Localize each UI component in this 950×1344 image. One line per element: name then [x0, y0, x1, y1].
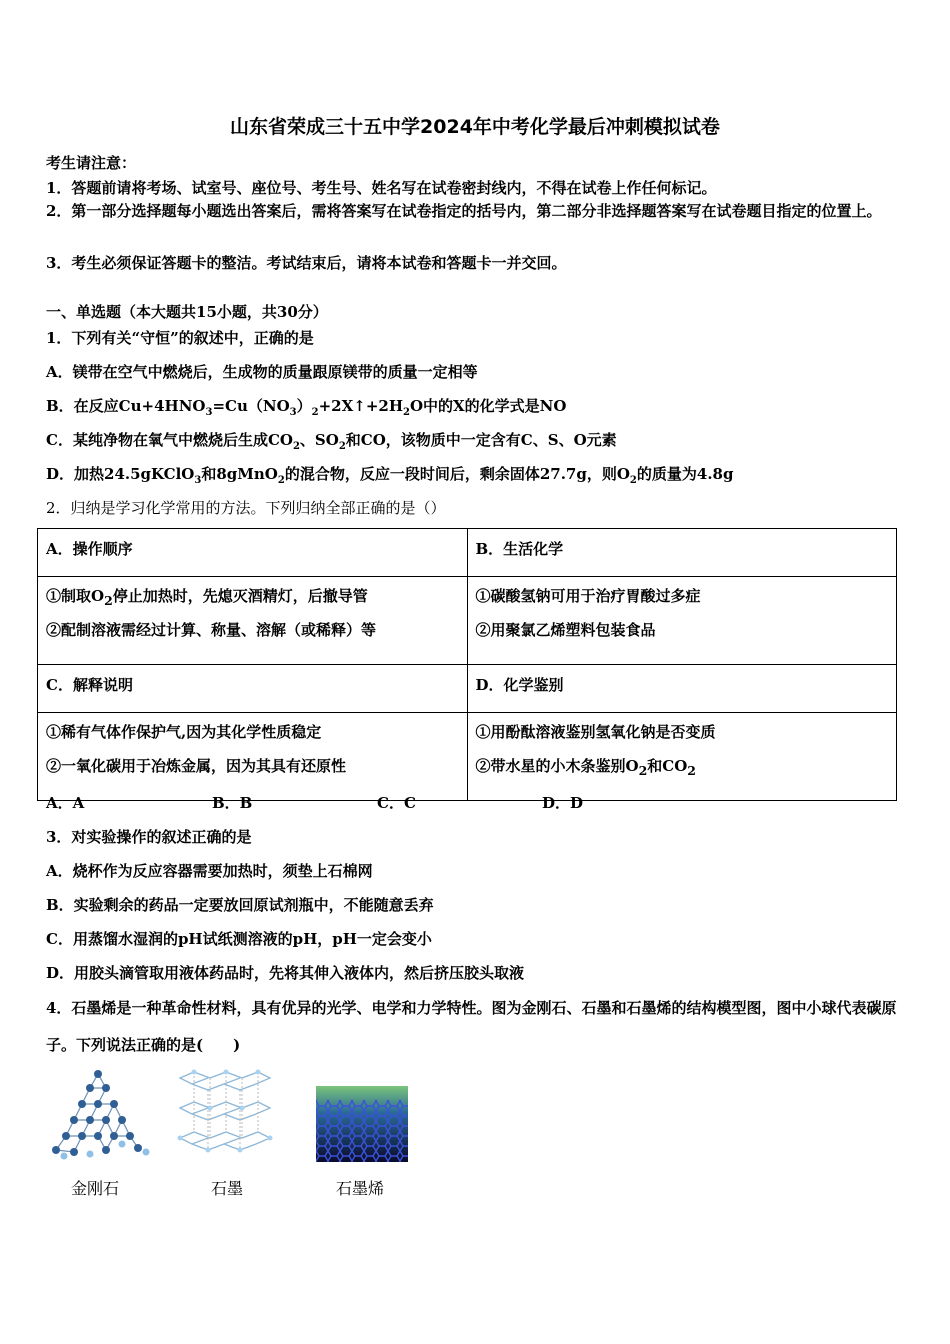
notice-heading: 考生请注意：: [46, 154, 137, 172]
q2-stem: 2．归纳是学习化学常用的方法。下列归纳全部正确的是（）: [46, 499, 446, 517]
q2-option-b: B．B: [212, 794, 253, 812]
q3-option-c: C．用蒸馏水湿润的pH试纸测溶液的pH，pH一定会变小: [46, 930, 432, 948]
q2-c-header: C．解释说明: [38, 665, 468, 713]
page-title: 山东省荣成三十五中学2024年中考化学最后冲刺模拟试卷: [230, 116, 720, 138]
caption-graphite: 石墨: [211, 1179, 244, 1198]
q1-option-d: D．加热24.5gKClO$_3$和8gMnO$_2$的混合物，反应一段时间后，剩余固体27.7g，则$O_2$的质量为4.8g: [46, 465, 734, 486]
caption-diamond: 金刚石: [71, 1179, 120, 1198]
q2-b-body: [467, 577, 897, 665]
notice-item-1: 1．答题前请将考场、试室号、座位号、考生号、姓名写在试卷密封线内，不得在试卷上作任何标记。: [46, 179, 717, 197]
q2-b-header: B．生活化学: [467, 529, 897, 577]
q2-c-item-2: ②一氧化碳用于冶炼金属，因为其具有还原性: [46, 757, 347, 775]
q2-a-item-2: ②配制溶液需经过计算、称量、溶解（或稀释）等: [46, 621, 377, 639]
q3-option-d: D．用胶头滴管取用液体药品时，先将其伸入液体内，然后挤压胶头取液: [46, 964, 525, 982]
graphene-structure-image: [316, 1086, 408, 1162]
q1-option-c: C．某纯净物在氧气中燃烧后生成$CO_2$、$SO_2$和CO，该物质中一定含有C、S、O元素: [46, 431, 617, 452]
q2-b-item-1: ①碳酸氢钠可用于治疗胃酸过多症: [475, 587, 701, 605]
q2-option-c: C．C: [377, 794, 416, 812]
q2-a-item-1: ①制取$O_2$停止加热时，先熄灭酒精灯，后撤导管: [46, 587, 368, 608]
q2-c-body: [38, 713, 468, 801]
q2-d-body: [467, 713, 897, 801]
diamond-structure-image: [46, 1068, 154, 1162]
q3-option-a: A．烧杯作为反应容器需要加热时，须垫上石棉网: [46, 862, 373, 880]
q1-option-b: B．在反应$Cu+4HNO_3=Cu(NO_3)_2+2X↑+2H_2O$中的X的化学式是NO: [46, 397, 567, 418]
q2-c-item-1: ①稀有气体作保护气,因为其化学性质稳定: [46, 723, 322, 741]
q3-stem: 3．对实验操作的叙述正确的是: [46, 828, 252, 846]
q2-table: [37, 528, 897, 801]
q2-option-d: D．D: [542, 794, 584, 812]
q1-stem: 1．下列有关“守恒”的叙述中，正确的是: [46, 329, 314, 347]
q2-d-header: D．化学鉴别: [467, 665, 897, 713]
caption-graphene: 石墨烯: [336, 1179, 385, 1198]
q4-stem: 4．石墨烯是一种革命性材料，具有优异的光学、电学和力学特性。图为金刚石、石墨和石墨烯的结构模型图，图中小球代表碳原子。下列说法正确的是( ): [46, 999, 897, 1054]
graphite-structure-image: [176, 1068, 274, 1162]
notice-item-3: 3．考生必须保证答题卡的整洁。考试结束后，请将本试卷和答题卡一并交回。: [46, 254, 567, 272]
notice-item-2: 2．第一部分选择题每小题选出答案后，需将答案写在试卷指定的括号内，第二部分非选择题答案写在试卷题目指定的位置上。: [46, 202, 882, 220]
q2-d-item-1: ①用酚酞溶液鉴别氢氧化钠是否变质: [475, 723, 716, 741]
q2-a-body: [38, 577, 468, 665]
q2-d-item-2: ②带水星的小木条鉴别$O_2$和$CO_2$: [475, 757, 696, 778]
q3-option-b: B．实验剩余的药品一定要放回原试剂瓶中，不能随意丢弃: [46, 896, 434, 914]
q2-b-item-2: ②用聚氯乙烯塑料包装食品: [475, 621, 656, 639]
q2-option-a: A．A: [46, 794, 85, 812]
q2-a-header: A．操作顺序: [38, 529, 468, 577]
q1-option-a: A．镁带在空气中燃烧后，生成物的质量跟原镁带的质量一定相等: [46, 363, 478, 381]
section-heading: 一、单选题（本大题共15小题，共30分）: [46, 303, 328, 321]
